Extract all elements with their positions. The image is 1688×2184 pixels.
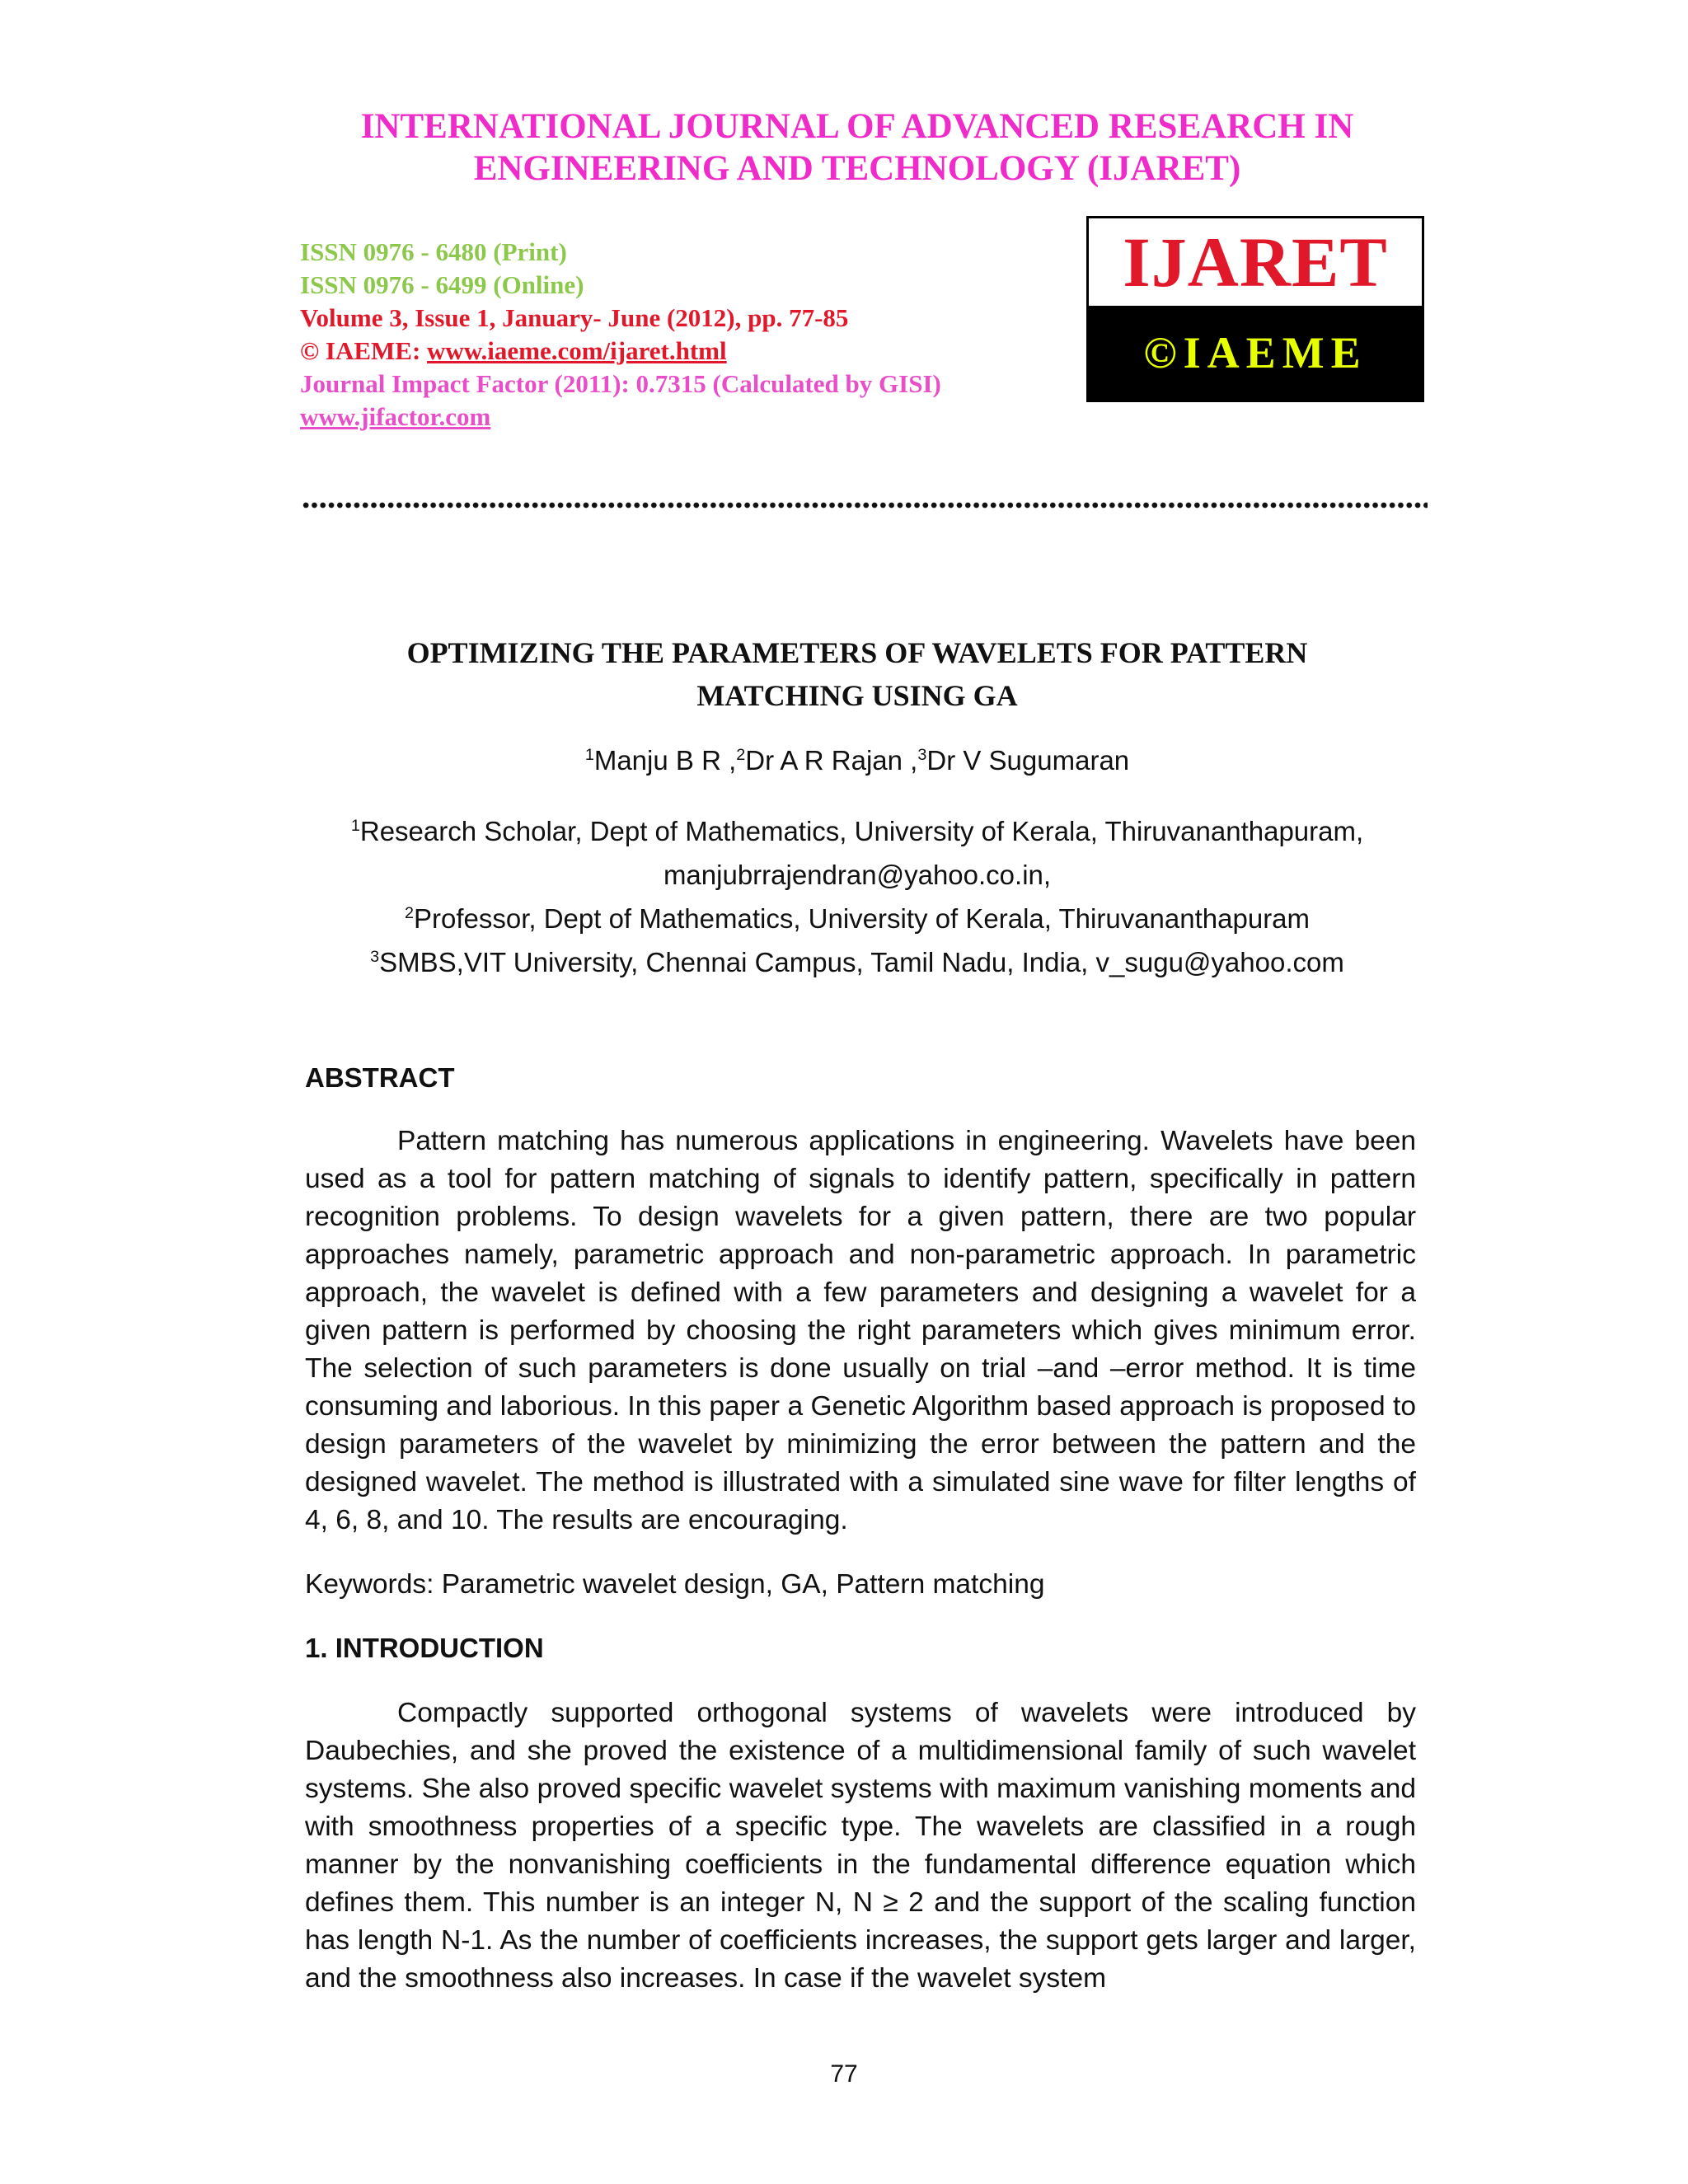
author-2-sup: 2: [736, 746, 746, 764]
ijaret-logo: [1086, 216, 1424, 402]
impact-factor: Journal Impact Factor (2011): 0.7315 (Calculated by GISI): [300, 369, 941, 398]
author-1-name: Manju B R ,: [593, 745, 737, 776]
affiliation-3-sup: 3: [370, 948, 380, 966]
affiliation-3: [280, 940, 1434, 984]
journal-meta: [300, 236, 941, 434]
journal-title-line-1: INTERNATIONAL JOURNAL OF ADVANCED RESEARCH IN: [360, 107, 1354, 146]
logo-bottom-text: ©IAEME: [1143, 328, 1367, 377]
issn-online: ISSN 0976 - 6499 (Online): [300, 270, 584, 299]
paper-title-line-1: OPTIMIZING THE PARAMETERS OF WAVELETS FOR PATTERN: [406, 636, 1308, 669]
copyright-line: [300, 335, 941, 368]
page-number: 77: [830, 2060, 858, 2088]
keywords: Keywords: Parametric wavelet design, GA, Pattern matching: [305, 1569, 1045, 1600]
paper-title: [346, 631, 1368, 717]
introduction-heading: 1. INTRODUCTION: [305, 1633, 544, 1663]
copyright-prefix: © IAEME:: [300, 336, 428, 365]
paper-title-line-2: MATCHING USING GA: [696, 679, 1018, 712]
introduction-text: Compactly supported orthogonal systems of wavelets were introduced by Daubechies, and she proved the existence of a multidimensional family of such wavelet systems. She also proved specific wavelet systems with maximum vanishing moments and with smoothness properties of a specific type. The wavelets are classified in a rough manner by the nonvanishing coefficients in the fundamental difference equation which defines them. This number is an integer N, N ≥ 2 and the support of the scaling function has length N-1. As the number of coefficients increases, the support gets larger and larger, and the smoothness also increases. In case if the wavelet system: [305, 1698, 1416, 1994]
affiliations: [280, 809, 1434, 984]
author-2-name: Dr A R Rajan ,: [745, 745, 918, 776]
abstract-text: Pattern matching has numerous applications in engineering. Wavelets have been used as a tool for pattern matching of signals to identify pattern, specifically in pattern recognition problems. To design wavelets for a given pattern, there are two popular approaches namely, parametric approach and non-parametric approach. In parametric approach, the wavelet is defined with a few parameters and designing a wavelet for a given pattern is performed by choosing the right parameters which gives minimum error. The selection of such parameters is done usually on trial –and –error method. It is time consuming and laborious. In this paper a Genetic Algorithm based approach is proposed to design parameters of the wavelet by minimizing the error between the pattern and the designed wavelet. The method is illustrated with a simulated sine wave for filter lengths of 4, 6, 8, and 10. The results are encouraging.: [305, 1126, 1416, 1535]
affiliation-2: [280, 897, 1434, 940]
impact-factor-link[interactable]: www.jifactor.com: [300, 402, 491, 431]
abstract-heading: ABSTRACT: [305, 1062, 455, 1093]
issn-print: ISSN 0976 - 6480 (Print): [300, 237, 567, 266]
journal-url-link[interactable]: www.iaeme.com/ijaret.html: [427, 336, 727, 365]
affiliation-3-text: SMBS,VIT University, Chennai Campus, Tamil Nadu, India, v_sugu@yahoo.com: [379, 947, 1344, 977]
author-1-sup: 1: [584, 746, 594, 764]
affiliation-2-sup: 2: [404, 904, 414, 922]
author-3-name: Dr V Sugumaran: [926, 745, 1130, 776]
affiliation-1-sup: 1: [350, 817, 360, 835]
volume-info: Volume 3, Issue 1, January- June (2012), pp. 77-85: [300, 303, 849, 332]
journal-title-line-2: ENGINEERING AND TECHNOLOGY (IJARET): [473, 149, 1241, 188]
author-3-sup: 3: [917, 746, 927, 764]
affiliation-1-text: Research Scholar, Dept of Mathematics, University of Kerala, Thiruvananthapuram,: [359, 816, 1364, 846]
logo-top-text: IJARET: [1089, 218, 1422, 306]
affiliation-1: [280, 809, 1434, 853]
affiliation-1-email: manjubrrajendran@yahoo.co.in,: [663, 860, 1052, 890]
author-list: [330, 742, 1385, 780]
dotted-divider: [302, 501, 1428, 509]
journal-title: [247, 105, 1467, 190]
affiliation-2-text: Professor, Dept of Mathematics, University of Kerala, Thiruvananthapuram: [413, 903, 1311, 934]
